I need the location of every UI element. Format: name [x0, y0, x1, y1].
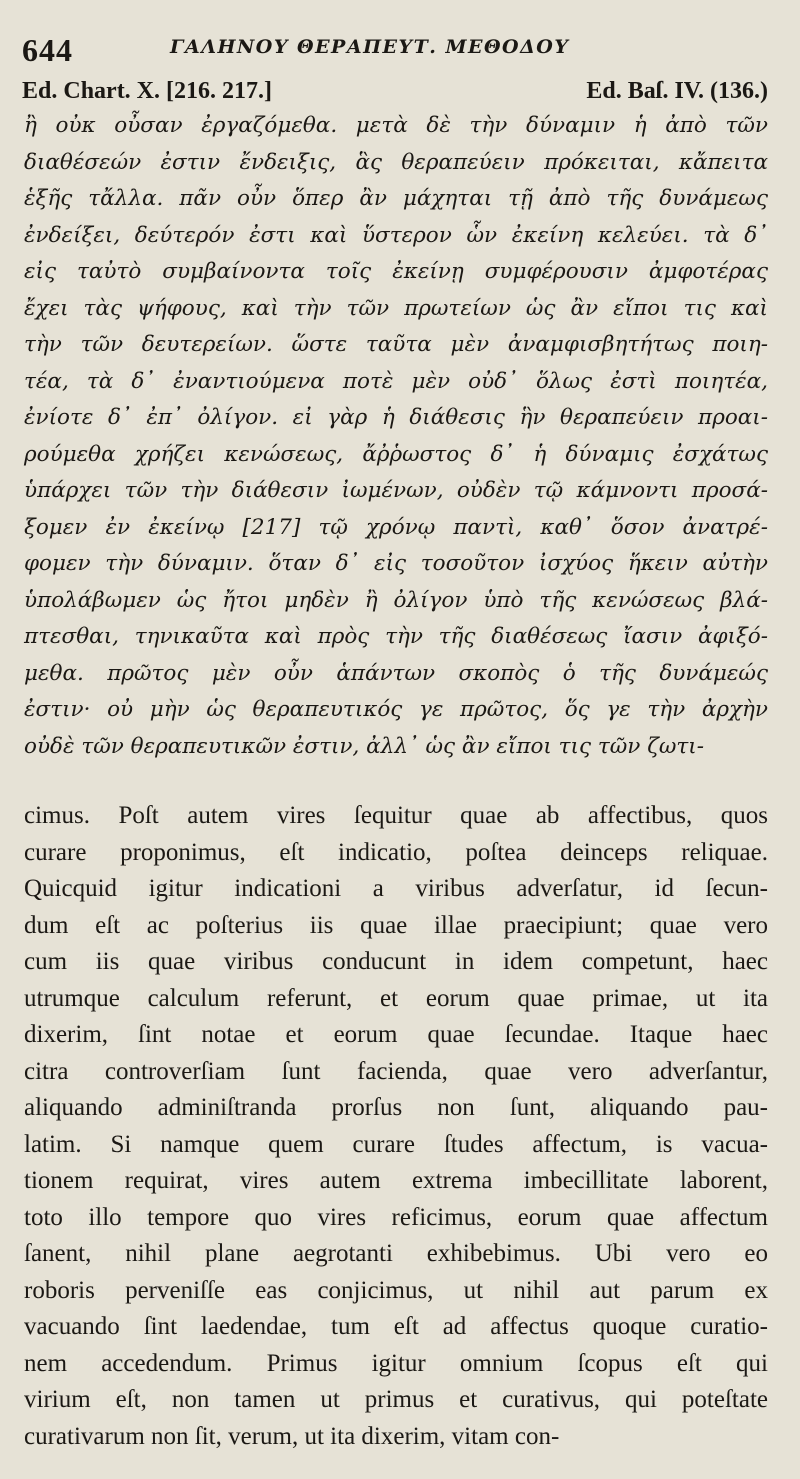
latin-text-line: Quicquid igitur indicationi a viribus adverſatur, id ſecun- [24, 875, 768, 902]
greek-text-line: ἐστιν· οὐ μὴν ὡς θεραπευτικός γε πρῶτος, ὅς γε τὴν ἀρχὴν [24, 697, 768, 722]
latin-text-line: curativarum non ſit, verum, ut ita dixerim, vitam con- [24, 1422, 560, 1450]
latin-translation-block [24, 798, 768, 1455]
edition-basel-reference: Ed. Baſ. IV. (136.) [586, 78, 768, 104]
greek-text-line: εἰς ταὐτὸ συμβαίνοντα τοῖς ἐκείνῃ συμφέρουσιν ἀμφοτέρας [24, 259, 768, 284]
latin-text-line: tionem requirat, vires autem extrema imbecillitate laborent, [24, 1167, 768, 1194]
greek-text-line: ὑπάρχει τῶν τὴν διάθεσιν ἰωμένων, οὐδὲν τῷ κάμνοντι προσά- [24, 478, 768, 503]
latin-text-line: latim. Si namque quem curare ſtudes affectum, is vacua- [24, 1130, 768, 1158]
latin-text-line: virium eſt, non tamen ut primus et curativus, qui poteſtate [24, 1386, 768, 1413]
greek-text-line: ἢ οὐκ οὖσαν ἐργαζόμεθα. μετὰ δὲ τὴν δύναμιν ἡ ἀπὸ τῶν [24, 113, 768, 138]
running-head [22, 28, 782, 72]
greek-text-line: ἐνίοτε δ᾽ ἐπ᾽ ὀλίγον. εἰ γὰρ ἡ διάθεσις ἣν θεραπεύειν προαι- [24, 405, 768, 430]
latin-text-line: vacuando ſint laedendae, tum eſt ad affectus quoque curatio- [24, 1313, 768, 1340]
greek-text-line: ὑπολάβωμεν ὡς ἤτοι μηδὲν ἢ ὀλίγον ὑπὸ τῆς κενώσεως βλά- [24, 587, 768, 613]
latin-text-line: ſanent, nihil plane aegrotanti exhibebimus. Ubi vero eo [24, 1240, 768, 1267]
page-number: 644 [22, 32, 73, 68]
greek-text-line: ἔχει τὰς ψήφους, καὶ τὴν τῶν πρωτείων ὡς ἂν εἴποι τις καὶ [24, 295, 768, 321]
greek-text-line: τέα, τὰ δ᾽ ἐναντιούμενα ποτὲ μὲν οὐδ᾽ ὅλως ἐστὶ ποιητέα, [24, 368, 768, 394]
latin-text-line: nem accedendum. Primus igitur omnium ſcopus eſt qui [24, 1349, 768, 1377]
greek-text-line: φομεν τὴν δύναμιν. ὅταν δ᾽ εἰς τοσοῦτον ἰσχύος ἥκειν αὐτὴν [24, 551, 768, 576]
running-title: ΓΑΛΗΝΟΥ ΘΕΡΑΠΕΥΤ. ΜΕΘΟΔΟΥ [170, 36, 570, 58]
greek-text-line: ρούμεθα χρήζει κενώσεως, ἄῤῥωστος δ᾽ ἡ δύναμις ἐσχάτως [24, 441, 768, 467]
latin-text-line: curare proponimus, eſt indicatio, poſtea deinceps reliquae. [24, 838, 768, 866]
latin-text-line: toto illo tempore quo vires reficimus, eorum quae affectum [24, 1203, 768, 1231]
greek-text-line: οὐδὲ τῶν θεραπευτικῶν ἐστιν, ἀλλ᾽ ὡς ἂν εἴποι τις τῶν ζωτι- [24, 733, 704, 759]
greek-text-line: ἑξῆς τἄλλα. πᾶν οὖν ὅπερ ἂν μάχηται τῇ ἀπὸ τῆς δυνάμεως [24, 186, 768, 211]
greek-text-line: τὴν τῶν δευτερείων. ὥστε ταῦτα μὲν ἀναμφισβητήτως ποιη- [24, 332, 768, 357]
latin-text-line: cum iis quae viribus conducunt in idem competunt, haec [24, 948, 768, 975]
latin-text-line: utrumque calculum referunt, et eorum quae primae, ut ita [24, 984, 768, 1012]
edition-chartier-reference: Ed. Chart. X. [216. 217.] [22, 78, 272, 104]
latin-text-line: aliquando adminiſtranda prorſus non ſunt, aliquando pau- [24, 1094, 768, 1121]
latin-text-line: cimus. Poſt autem vires ſequitur quae ab affectibus, quos [24, 802, 768, 829]
edition-references [22, 78, 768, 110]
latin-text-line: roboris perveniſſe eas conjicimus, ut nihil aut parum ex [24, 1276, 768, 1304]
greek-text-block [24, 108, 768, 765]
greek-text-line: ἐνδείξει, δεύτερόν ἐστι καὶ ὕστερον ὧν ἐκείνη κελεύει. τὰ δ᾽ [24, 222, 768, 248]
latin-text-line: dum eſt ac poſterius iis quae illae praecipiunt; quae vero [24, 911, 768, 939]
latin-text-line: dixerim, ſint notae et eorum quae ſecundae. Itaque haec [24, 1021, 768, 1048]
latin-text-line: citra controverſiam ſunt facienda, quae vero adverſantur, [24, 1057, 768, 1085]
greek-text-line: διαθέσεών ἐστιν ἔνδειξις, ἃς θεραπεύειν πρόκειται, κἄπειτα [24, 149, 768, 175]
greek-text-line: ξομεν ἐν ἐκείνῳ [217] τῷ χρόνῳ παντὶ, καθ᾽ ὅσον ἀνατρέ- [24, 514, 768, 540]
greek-text-line: μεθα. πρῶτος μὲν οὖν ἁπάντων σκοπὸς ὁ τῆς δυνάμεώς [24, 660, 768, 686]
greek-text-line: πτεσθαι, τηνικαῦτα καὶ πρὸς τὴν τῆς διαθέσεως ἴασιν ἀφιξό- [24, 624, 768, 649]
